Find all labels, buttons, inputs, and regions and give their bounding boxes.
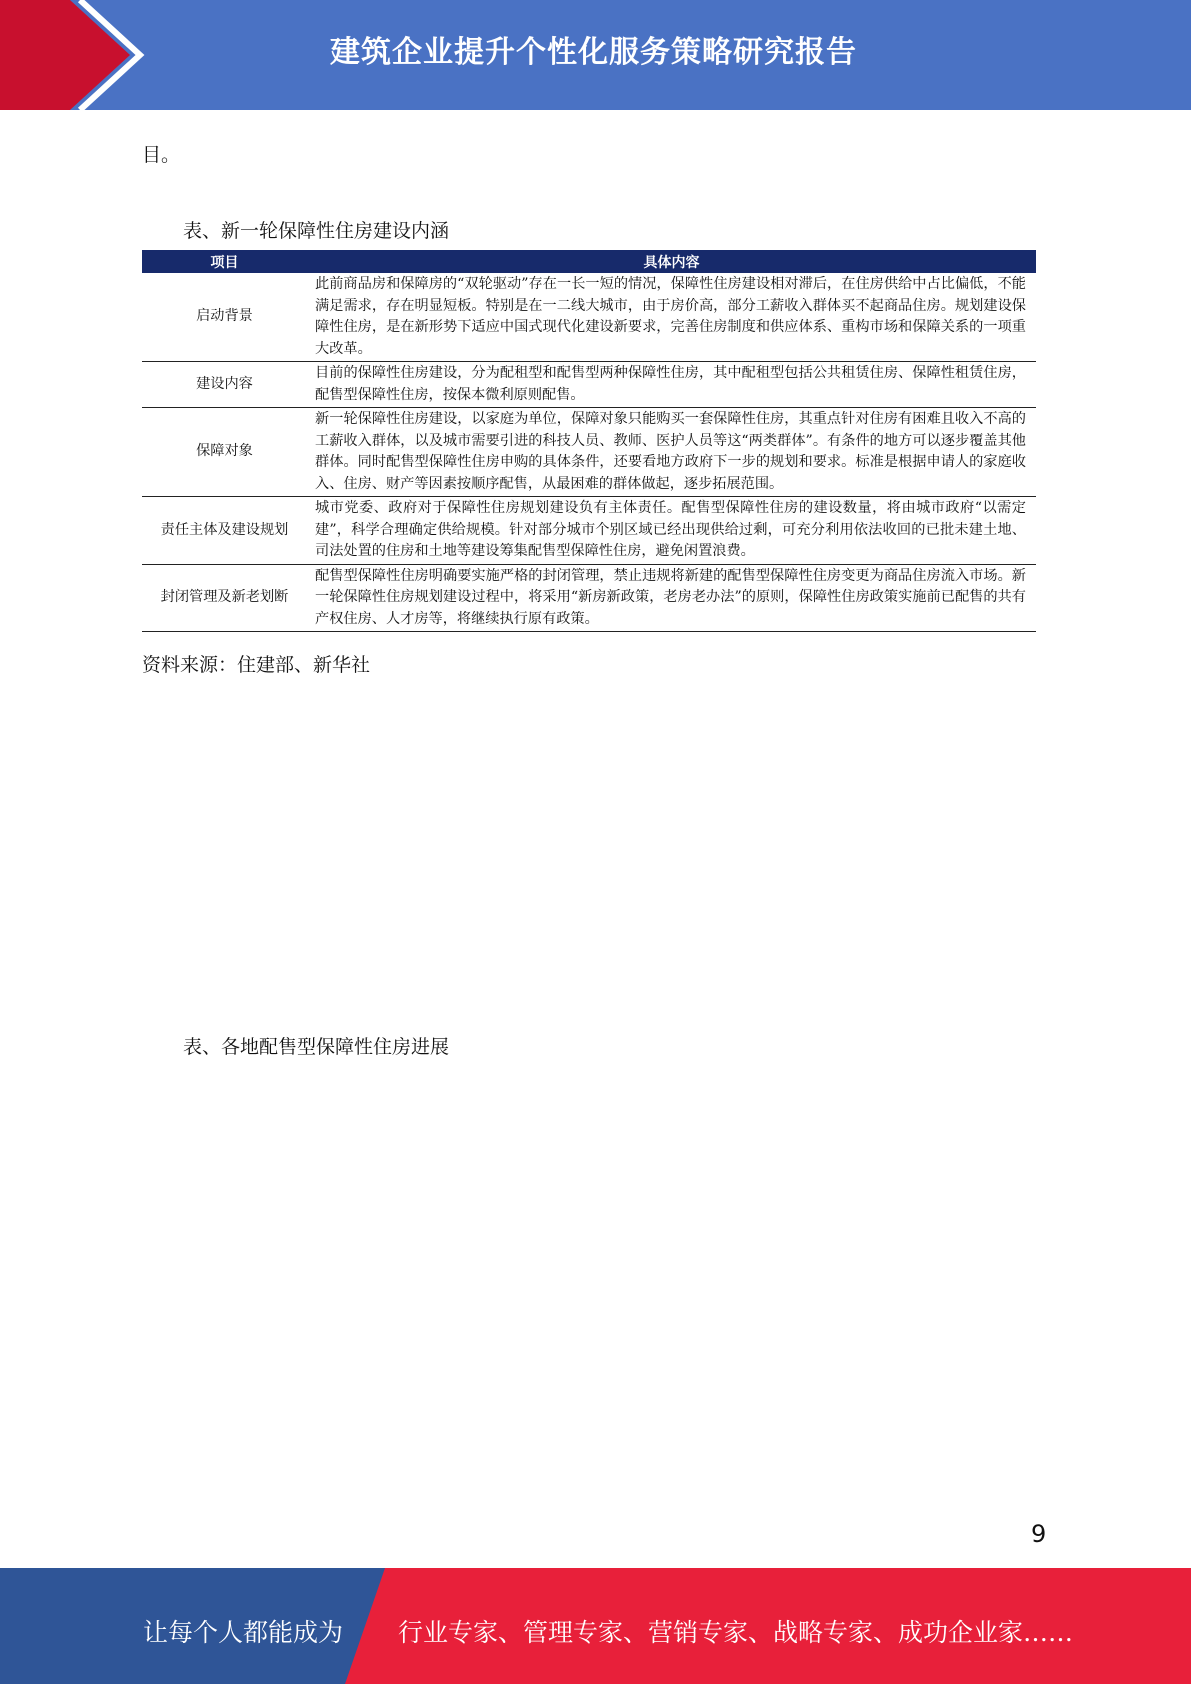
table-row <box>142 362 1036 408</box>
row-content: 新一轮保障性住房建设，以家庭为单位，保障对象只能购买一套保障性住房，其重点针对住房有困难且收入不高的工薪收入群体，以及城市需要引进的科技人员、教师、医护人员等这“两类群体”。有条件的地方可以逐步覆盖其他群体。同时配售型保障性住房申购的具体条件，还要看地方政府下一步的规划和要求。标准是根据申请人的家庭收入、住房、财产等因素按顺序配售，从最困难的群体做起，逐步拓展范围。 <box>307 408 1036 497</box>
footer-slogan-left: 让每个人都能成为 <box>143 1618 344 1647</box>
page-header <box>0 0 1191 110</box>
table-row <box>142 564 1036 632</box>
row-content: 目前的保障性住房建设，分为配租型和配售型两种保障性住房，其中配租型包括公共租赁住房、保障性租赁住房，配售型保障性住房，按保本微利原则配售。 <box>307 362 1036 408</box>
row-item: 保障对象 <box>142 408 307 497</box>
table-row <box>142 408 1036 497</box>
row-item: 责任主体及建设规划 <box>142 497 307 565</box>
row-content: 此前商品房和保障房的“双轮驱动”存在一长一短的情况，保障性住房建设相对滞后，在住房供给中占比偏低，不能满足需求，存在明显短板。特别是在一二线大城市，由于房价高，部分工薪收入群体买不起商品住房。规划建设保障性住房，是在新形势下适应中国式现代化建设新要求，完善住房制度和供应体系、重构市场和保障关系的一项重大改革。 <box>307 273 1036 362</box>
table1-source: 资料来源：住建部、新华社 <box>142 654 371 676</box>
header-title: 建筑企业提升个性化服务策略研究报告 <box>330 35 857 70</box>
col-header-item: 项目 <box>142 250 307 273</box>
col-header-content: 具体内容 <box>307 250 1036 273</box>
table1-caption: 表、新一轮保障性住房建设内涵 <box>183 220 450 242</box>
row-item: 封闭管理及新老划断 <box>142 564 307 632</box>
page-footer <box>0 1568 1191 1684</box>
page-number: 9 <box>1031 1520 1047 1548</box>
row-item: 建设内容 <box>142 362 307 408</box>
row-item: 启动背景 <box>142 273 307 362</box>
housing-table <box>142 250 1036 632</box>
table-header-row <box>142 250 1036 273</box>
table-row <box>142 497 1036 565</box>
row-content: 配售型保障性住房明确要实施严格的封闭管理，禁止违规将新建的配售型保障性住房变更为商品住房流入市场。新一轮保障性住房规划建设过程中，将采用“新房新政策，老房老办法”的原则，保障性住房政策实施前已配售的共有产权住房、人才房等，将继续执行原有政策。 <box>307 564 1036 632</box>
footer-slogan-right: 行业专家、管理专家、营销专家、战略专家、成功企业家…… <box>398 1618 1074 1647</box>
body-continuation: 目。 <box>142 144 181 166</box>
header-red-arrow <box>0 0 150 110</box>
table2-caption: 表、各地配售型保障性住房进展 <box>183 1036 450 1058</box>
table-row <box>142 273 1036 362</box>
row-content: 城市党委、政府对于保障性住房规划建设负有主体责任。配售型保障性住房的建设数量，将由城市政府“以需定建”，科学合理确定供给规模。针对部分城市个别区域已经出现供给过剩，可充分利用依法收回的已批未建土地、司法处置的住房和土地等建设筹集配售型保障性住房，避免闲置浪费。 <box>307 497 1036 565</box>
